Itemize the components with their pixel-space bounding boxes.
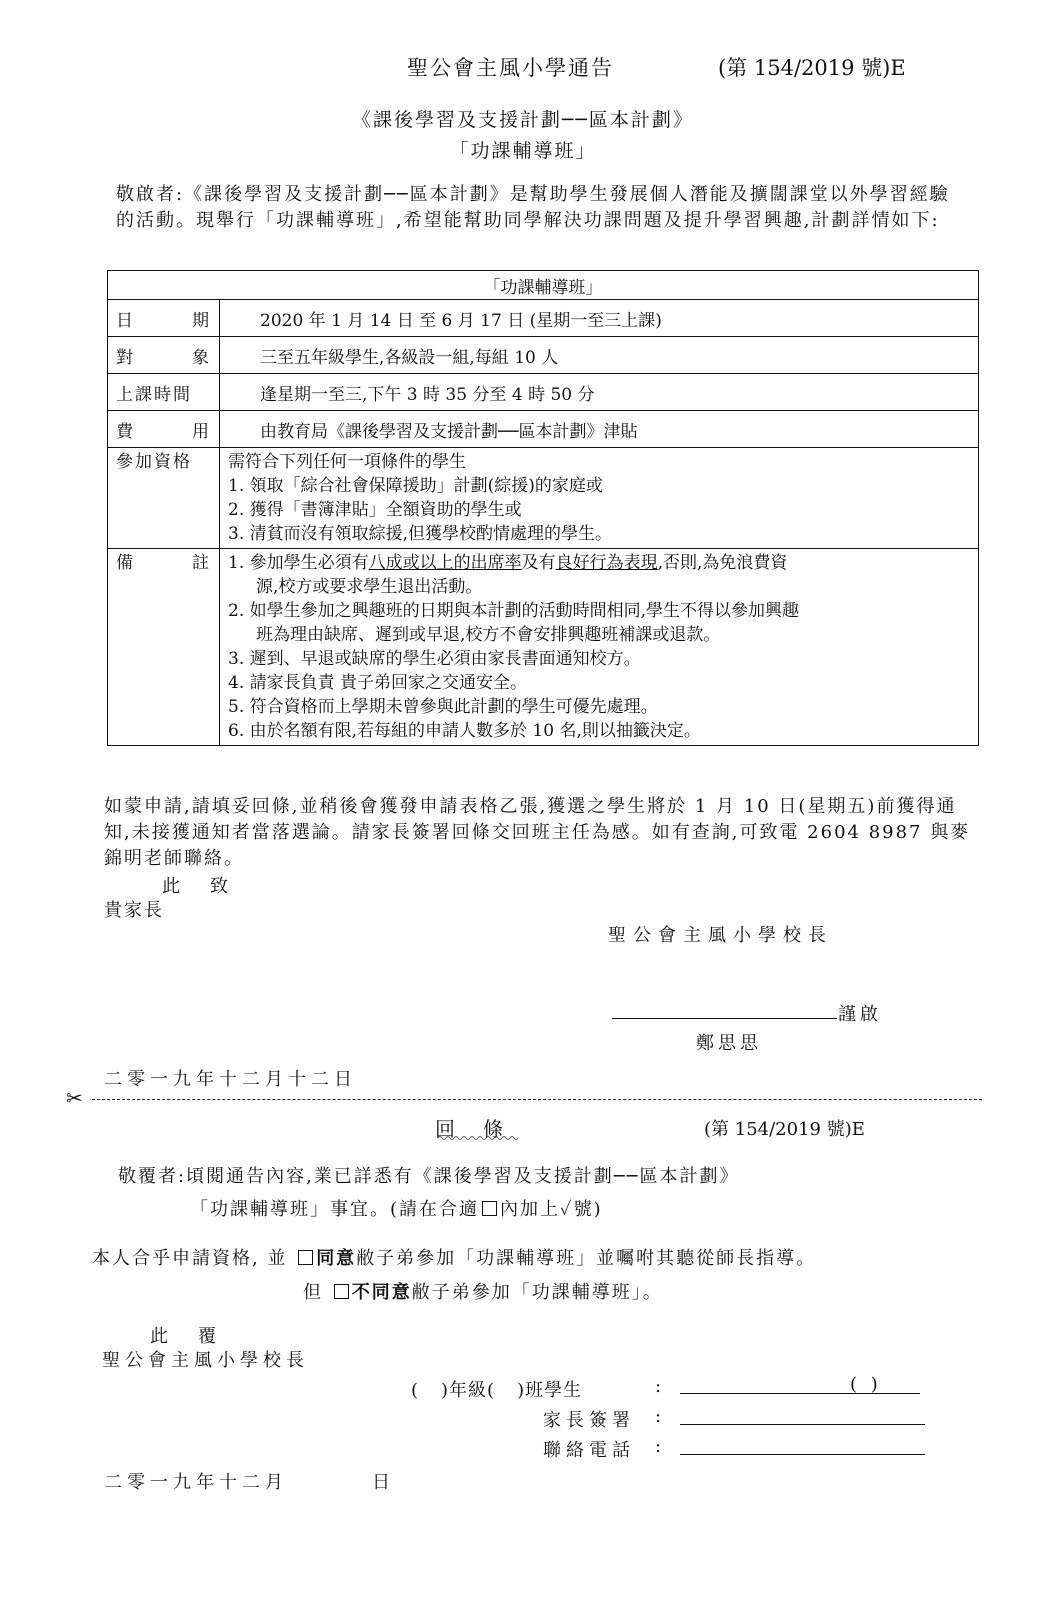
respectfully-text: 謹啟 bbox=[838, 1004, 882, 1025]
target-label-b: 象 bbox=[192, 347, 211, 368]
intro-paragraph: 敬啟者:《課後學習及支援計劃──區本計劃》是幫助學生發展個人潛能及擴闊課堂以外學習經驗的活動。現舉行「功課輔導班」,希望能幫助同學解決功課問題及提升學習興趣,計劃詳情如下: bbox=[116, 184, 950, 231]
date-label-a: 日 bbox=[116, 310, 135, 331]
reply-day: 日 bbox=[372, 1472, 390, 1493]
table-row-fee bbox=[108, 411, 979, 448]
agree-checkbox[interactable] bbox=[298, 1250, 313, 1265]
remark-2-cont: 班為理由缺席、遲到或早退,校方不會安排興趣班補課或退款。 bbox=[256, 625, 721, 645]
student-number-field[interactable]: ( ) bbox=[850, 1374, 882, 1395]
remarks-value bbox=[220, 549, 979, 746]
closing-paragraph: 如蒙申請,請填妥回條,並稍後會獲發申請表格乙張,獲選之學生將於 1 月 10 日(星期五)前獲得通知,未接獲通知者當落選論。請家長簽署回條交回班主任為感。如有查詢,可致電 2604 8987 與麥錦明老師聯絡。 bbox=[104, 796, 971, 869]
target-label-a: 對 bbox=[116, 347, 135, 368]
remark-1-text-c: ,否則,為免浪費資 bbox=[657, 553, 788, 573]
salutation-ci-fu: 此覆 bbox=[150, 1326, 246, 1347]
salutation-ci-zhi: 此致 bbox=[162, 876, 258, 897]
disagree-suffix: 敝子弟參加「功課輔導班」。 bbox=[411, 1282, 663, 1303]
remark-5: 5. 符合資格而上學期未曾參與此計劃的學生可優先處理。 bbox=[228, 697, 658, 717]
scissors-icon: ✂ bbox=[66, 1086, 83, 1110]
table-row-eligibility bbox=[108, 448, 979, 549]
table-row-target bbox=[108, 337, 979, 374]
remark-1-text-a: 1. 參加學生必須有 bbox=[228, 553, 369, 573]
principal-title: 聖公會主風小學校長 bbox=[608, 925, 833, 946]
remark-1-cont: 源,校方或要求學生退出活動。 bbox=[256, 577, 483, 597]
disagree-checkbox[interactable] bbox=[334, 1284, 349, 1299]
eligibility-value bbox=[220, 448, 979, 549]
principal-name: 鄭思思 bbox=[696, 1033, 762, 1054]
reply-instruction-b: 內加上✓號) bbox=[500, 1199, 603, 1220]
program-details-table bbox=[107, 270, 979, 746]
document-subtitle: 「功課輔導班」 bbox=[449, 140, 597, 162]
remark-3: 3. 遲到、早退或缺席的學生必須由家長書面通知校方。 bbox=[228, 649, 641, 669]
eligibility-item: 3. 清貧而沒有領取綜援,但獲學校酌情處理的學生。 bbox=[228, 524, 613, 544]
fee-label-b: 用 bbox=[192, 421, 211, 442]
reply-statement: 敬覆者:頃閱通告內容,業已詳悉有《課後學習及支援計劃──區本計劃》 bbox=[118, 1166, 740, 1187]
notice-number: (第 154/2019 號)E bbox=[718, 56, 906, 80]
agree-prefix: 本人合乎申請資格, 並 bbox=[92, 1248, 288, 1269]
remarks-label-a: 備 bbox=[116, 553, 135, 573]
eligibility-intro: 需符合下列任何一項條件的學生 bbox=[228, 452, 466, 472]
guardian-signature-field[interactable] bbox=[680, 1424, 925, 1425]
reply-instruction bbox=[190, 1195, 603, 1221]
agree-option bbox=[92, 1244, 816, 1270]
document-title: 《課後學習及支援計劃──區本計劃》 bbox=[352, 109, 694, 131]
remark-6: 6. 由於名額有限,若每組的申請人數多於 10 名,則以抽籤決定。 bbox=[228, 721, 701, 741]
class-open-bracket: ( bbox=[411, 1380, 420, 1401]
reply-date: 二零一九年十二月 bbox=[104, 1472, 288, 1493]
student-colon: : bbox=[655, 1376, 662, 1397]
reply-slip-title: 回條 bbox=[435, 1117, 531, 1141]
remark-4: 4. 請家長負責 貴子弟回家之交通安全。 bbox=[228, 673, 528, 693]
school-notice-header: 聖公會主風小學通告 bbox=[407, 56, 614, 80]
time-value: 逢星期一至三,下午 3 時 35 分至 4 時 50 分 bbox=[220, 374, 979, 411]
eligibility-item: 1. 領取「綜合社會保障援助」計劃(綜援)的家庭或 bbox=[228, 476, 603, 496]
disagree-bold: 不同意 bbox=[351, 1282, 412, 1303]
fee-label bbox=[108, 411, 220, 448]
class-student-text: )班學生 bbox=[517, 1380, 583, 1401]
title-underline-squiggle bbox=[438, 1135, 520, 1140]
student-name-field[interactable] bbox=[680, 1393, 920, 1394]
date-label bbox=[108, 300, 220, 337]
table-row-date bbox=[108, 300, 979, 337]
sample-checkbox-icon bbox=[482, 1201, 497, 1216]
agree-bold: 同意 bbox=[316, 1248, 357, 1269]
class-grade-text: )年級( bbox=[441, 1380, 496, 1401]
student-class-label bbox=[411, 1376, 582, 1402]
remark-2: 2. 如學生參加之興趣班的日期與本計劃的活動時間相同,學生不得以參加興趣 bbox=[228, 601, 800, 621]
reply-instruction-a: 「功課輔導班」事宜。(請在合適 bbox=[190, 1199, 480, 1220]
disagree-option bbox=[303, 1278, 663, 1304]
guardian-colon: : bbox=[655, 1406, 662, 1427]
remarks-label bbox=[108, 549, 220, 746]
cut-line bbox=[92, 1099, 982, 1100]
remarks-label-b: 註 bbox=[192, 553, 211, 573]
remark-1-underline-attendance: 八成或以上的出席率 bbox=[368, 553, 522, 573]
disagree-prefix: 但 bbox=[303, 1282, 323, 1303]
guardian-signature-label: 家長簽署 bbox=[543, 1410, 635, 1431]
target-value: 三至五年級學生,各級設一組,每組 10 人 bbox=[220, 337, 979, 374]
reply-notice-number: (第 154/2019 號)E bbox=[704, 1119, 865, 1140]
phone-colon: : bbox=[655, 1436, 662, 1457]
remark-1-text-b: 及有 bbox=[521, 553, 556, 573]
notice-date: 二零一九年十二月十二日 bbox=[104, 1069, 357, 1090]
table-header: 「功課輔導班」 bbox=[108, 271, 979, 300]
table-row-time bbox=[108, 374, 979, 411]
addressee-parents: 貴家長 bbox=[104, 900, 164, 921]
eligibility-label: 參加資格 bbox=[108, 448, 220, 549]
remark-1-underline-behaviour: 良好行為表現 bbox=[555, 553, 658, 573]
target-label bbox=[108, 337, 220, 374]
fee-label-a: 費 bbox=[116, 421, 135, 442]
phone-label: 聯絡電話 bbox=[543, 1440, 635, 1461]
table-row-remarks bbox=[108, 549, 979, 746]
date-label-b: 期 bbox=[192, 310, 211, 331]
phone-field[interactable] bbox=[680, 1454, 925, 1455]
fee-value: 由教育局《課後學習及支援計劃──區本計劃》津貼 bbox=[220, 411, 979, 448]
reply-addressee-principal: 聖公會主風小學校長 bbox=[102, 1350, 309, 1371]
eligibility-item: 2. 獲得「書簿津貼」全額資助的學生或 bbox=[228, 500, 522, 520]
signature-line bbox=[612, 1018, 837, 1019]
remark-1 bbox=[228, 551, 970, 575]
date-value: 2020 年 1 月 14 日 至 6 月 17 日 (星期一至三上課) bbox=[220, 300, 979, 337]
agree-suffix: 敝子弟參加「功課輔導班」並囑咐其聽從師長指導。 bbox=[356, 1248, 817, 1269]
time-label: 上課時間 bbox=[108, 374, 220, 411]
